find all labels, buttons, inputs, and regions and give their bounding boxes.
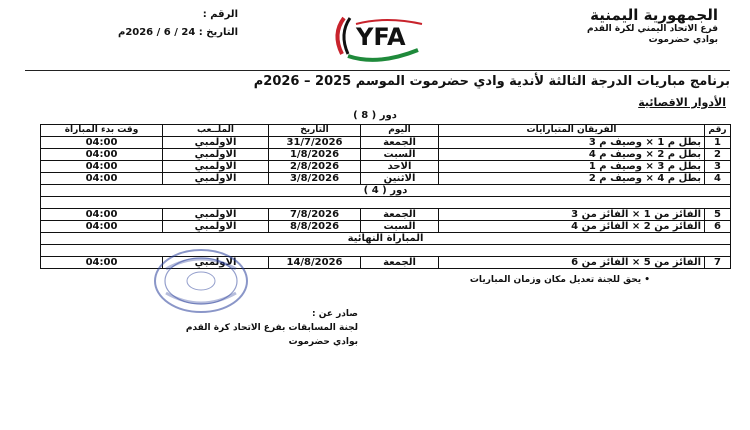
cell-teams: بطل م 2 × وصيف م 4 (439, 149, 705, 161)
spacer-row (41, 245, 731, 257)
schedule-table (40, 124, 731, 269)
committee-name: لجنة المسابقات بفرع الاتحاد كرة القدم (185, 323, 358, 333)
cell-num: 5 (705, 209, 731, 221)
cell-date: 8/8/2026 (269, 221, 361, 233)
col-date: التاريخ (269, 125, 361, 137)
header-ref-block (38, 6, 238, 42)
country-name: الجمهورية اليمنية (590, 6, 718, 24)
date-line (38, 24, 238, 42)
table-row (41, 137, 731, 149)
cell-venue: الاولمبي (163, 221, 269, 233)
cell-date: 1/8/2026 (269, 149, 361, 161)
table-row (41, 209, 731, 221)
cell-day: الجمعة (361, 137, 439, 149)
yemen-football-association-logo-icon (326, 10, 430, 66)
federation-line: فرع الاتحاد اليمني لكرة القدم (586, 24, 718, 34)
round4-label-row (41, 185, 731, 197)
cell-venue: الاولمبي (163, 209, 269, 221)
cell-date: 2/8/2026 (269, 161, 361, 173)
cell-day: الجمعة (361, 209, 439, 221)
cell-num: 6 (705, 221, 731, 233)
cell-date: 7/8/2026 (269, 209, 361, 221)
cell-time: 04:00 (41, 173, 163, 185)
cell-num: 4 (705, 173, 731, 185)
cell-day: الجمعة (361, 257, 439, 269)
round8-label: دور ( 8 ) (353, 110, 397, 121)
date-value: 24 / 6 / 2026م (117, 27, 196, 38)
header-org-block (488, 6, 718, 46)
final-label-row (41, 233, 731, 245)
ref-label: الرقم : (202, 9, 238, 20)
cell-day: السبت (361, 149, 439, 161)
table-row (41, 173, 731, 185)
table-row (41, 161, 731, 173)
logo-text: YFA (356, 23, 406, 51)
cell-venue: الاولمبي (163, 137, 269, 149)
date-label: التاريخ : (198, 27, 238, 38)
final-label: المباراة النهائية (41, 233, 731, 245)
cell-day: الاحد (361, 161, 439, 173)
schedule-note (470, 275, 650, 285)
cell-venue: الاولمبي (163, 173, 269, 185)
region-line: بوادي حضرموت (648, 35, 718, 45)
cell-teams: بطل م 4 × وصيف م 2 (439, 173, 705, 185)
cell-venue: الاولمبي (163, 149, 269, 161)
table-row (41, 149, 731, 161)
committee-region: بوادي حضرموت (288, 337, 358, 347)
yfa-logo (326, 10, 430, 66)
cell-num: 2 (705, 149, 731, 161)
cell-venue: الاولمبي (163, 257, 269, 269)
header-divider (25, 70, 730, 71)
cell-time: 04:00 (41, 161, 163, 173)
col-venue: الملــعب (163, 125, 269, 137)
document-title: برنامج مباريات الدرجة الثالثة لأندية وادي حضرموت الموسم 2025 – 2026م (253, 74, 730, 89)
bullet-icon: • (644, 275, 650, 285)
cell-date: 31/7/2026 (269, 137, 361, 149)
col-time: وقت بدء المباراة (41, 125, 163, 137)
cell-teams: الفائز من 2 × الفائز من 4 (439, 221, 705, 233)
issued-by-label: صادر عن : (312, 309, 358, 319)
cell-time: 04:00 (41, 221, 163, 233)
cell-venue: الاولمبي (163, 161, 269, 173)
table-row (41, 221, 731, 233)
cell-time: 04:00 (41, 149, 163, 161)
spacer-row (41, 197, 731, 209)
cell-num: 1 (705, 137, 731, 149)
official-seal-stamp-icon (152, 247, 250, 315)
cell-date: 14/8/2026 (269, 257, 361, 269)
round4-label: دور ( 4 ) (41, 185, 731, 197)
cell-time: 04:00 (41, 137, 163, 149)
cell-day: السبت (361, 221, 439, 233)
col-day: اليوم (361, 125, 439, 137)
signature-block (158, 307, 358, 349)
cell-time: 04:00 (41, 257, 163, 269)
cell-num: 7 (705, 257, 731, 269)
cell-day: الاثنين (361, 173, 439, 185)
note-text: يحق للجنة تعديل مكان وزمان المباريات (469, 275, 642, 285)
cell-num: 3 (705, 161, 731, 173)
cell-teams: الفائز من 1 × الفائز من 3 (439, 209, 705, 221)
table-row (41, 257, 731, 269)
col-num: رقم (705, 125, 731, 137)
section-heading: الأدوار الاقصائية (638, 96, 726, 109)
cell-teams: بطل م 3 × وصيف م 1 (439, 161, 705, 173)
col-teams: الفريقان المتبارايات (439, 125, 705, 137)
cell-teams: الفائز من 5 × الفائز من 6 (439, 257, 705, 269)
cell-time: 04:00 (41, 209, 163, 221)
cell-date: 3/8/2026 (269, 173, 361, 185)
cell-teams: بطل م 1 × وصيف م 3 (439, 137, 705, 149)
table-header-row (41, 125, 731, 137)
